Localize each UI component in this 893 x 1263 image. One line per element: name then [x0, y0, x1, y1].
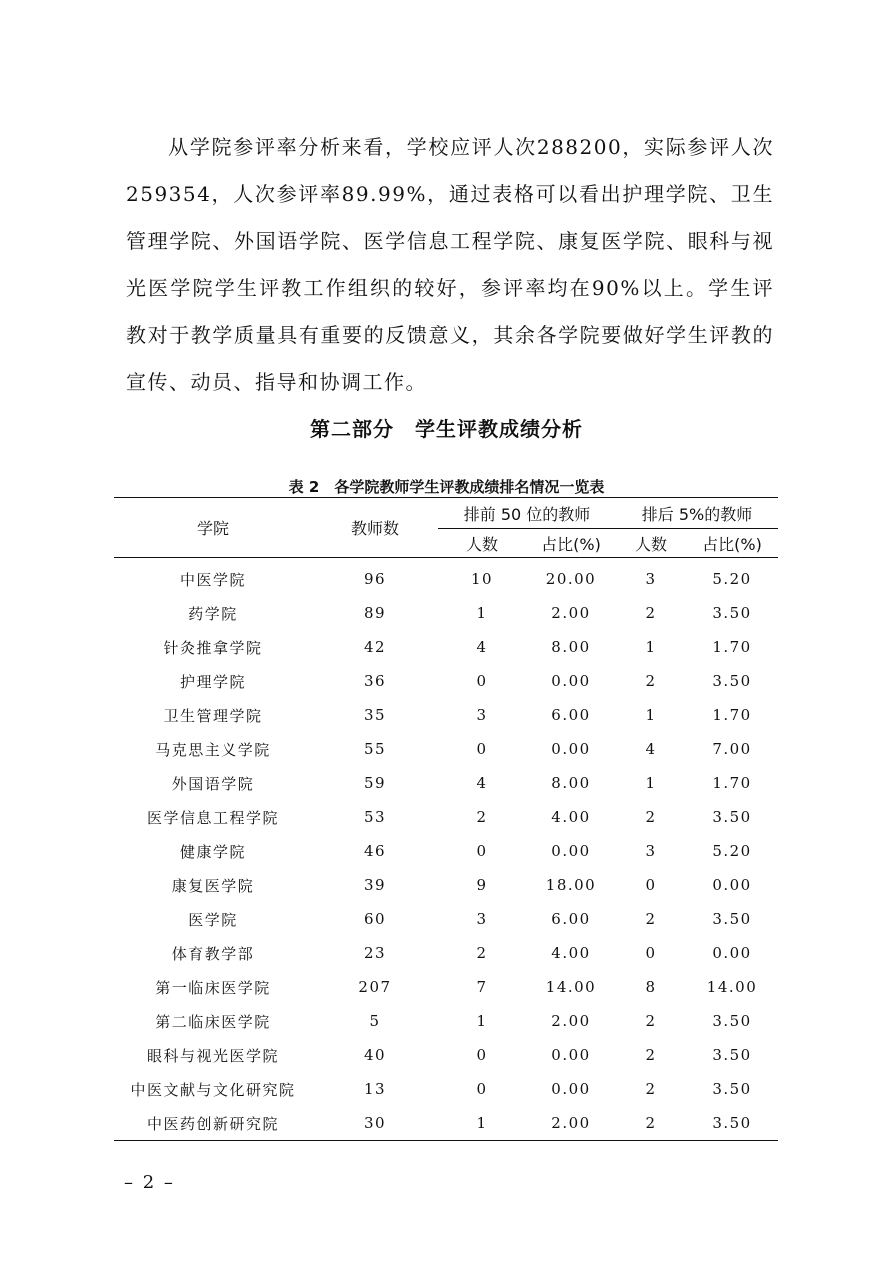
cell-top50-count: 3: [476, 910, 488, 928]
cell-top50-ratio: 4.00: [551, 808, 591, 826]
cell-bottom5-ratio: 3.50: [712, 604, 752, 622]
cell-top50-count: 2: [476, 944, 488, 962]
cell-teacher-count: 36: [363, 672, 387, 690]
table-row: [114, 664, 778, 698]
cell-teacher-count: 89: [363, 604, 387, 622]
cell-teacher-count: 40: [363, 1046, 387, 1064]
header-top50-count: 人数: [438, 529, 526, 558]
cell-top50-ratio: 6.00: [551, 706, 591, 724]
table-row: [114, 732, 778, 766]
cell-top50-ratio: 0.00: [551, 1046, 591, 1064]
cell-bottom5-count: 2: [616, 1106, 686, 1141]
cell-college: 医学信息工程学院: [146, 808, 279, 827]
cell-top50-count: 4: [476, 638, 488, 656]
table-row: [114, 1038, 778, 1072]
cell-top50-count: 0: [476, 1080, 488, 1098]
cell-bottom5-count: 2: [645, 672, 657, 690]
cell-top50-count: 1: [476, 1012, 488, 1030]
cell-teacher-count: 35: [363, 706, 387, 724]
cell-college: 马克思主义学院: [155, 740, 271, 759]
cell-college: 外国语学院: [171, 774, 255, 793]
cell-bottom5-ratio: 1.70: [712, 774, 752, 792]
cell-bottom5-ratio: 3.50: [712, 1012, 752, 1030]
cell-college: 医学院: [188, 910, 238, 929]
cell-bottom5-ratio: 3.50: [712, 672, 752, 690]
cell-top50-ratio: 0.00: [551, 672, 591, 690]
cell-teacher-count: 55: [363, 740, 387, 758]
cell-bottom5-count: 2: [645, 910, 657, 928]
cell-bottom5-ratio: 3.50: [712, 1046, 752, 1064]
cell-bottom5-ratio: 0.00: [712, 876, 752, 894]
cell-college: 中医药创新研究院: [114, 1106, 312, 1141]
header-bottom5-count: 人数: [616, 529, 686, 558]
cell-top50-ratio: 0.00: [551, 740, 591, 758]
cell-bottom5-ratio: 14.00: [706, 978, 758, 996]
cell-top50-ratio: 4.00: [551, 944, 591, 962]
cell-college: 第二临床医学院: [155, 1012, 271, 1031]
cell-top50-count: 0: [476, 1046, 488, 1064]
analysis-paragraph: [126, 124, 774, 406]
cell-top50-ratio: 8.00: [551, 638, 591, 656]
cell-teacher-count: 96: [363, 570, 387, 588]
header-teacher-count: 教师数: [312, 498, 438, 558]
cell-teacher-count: 207: [358, 978, 392, 996]
cell-top50-count: 0: [476, 740, 488, 758]
table-row: [114, 936, 778, 970]
cell-bottom5-ratio: 7.00: [712, 740, 752, 758]
header-top50-ratio: 占比(%): [526, 529, 616, 558]
cell-top50-count: 1: [438, 1106, 526, 1141]
cell-top50-count: 7: [476, 978, 488, 996]
cell-top50-ratio: 2.00: [526, 1106, 616, 1141]
cell-bottom5-count: 4: [645, 740, 657, 758]
table-row: [114, 1072, 778, 1106]
cell-bottom5-ratio: 3.50: [712, 808, 752, 826]
table-row: [114, 834, 778, 868]
cell-bottom5-count: 1: [645, 706, 657, 724]
cell-bottom5-ratio: 3.50: [686, 1106, 778, 1141]
cell-top50-ratio: 0.00: [551, 842, 591, 860]
cell-top50-count: 2: [476, 808, 488, 826]
cell-bottom5-count: 2: [645, 1080, 657, 1098]
cell-college: 眼科与视光医学院: [146, 1046, 279, 1065]
cell-college: 护理学院: [179, 672, 246, 691]
cell-top50-ratio: 6.00: [551, 910, 591, 928]
cell-college: 第一临床医学院: [155, 978, 271, 997]
cell-top50-count: 4: [476, 774, 488, 792]
cell-top50-ratio: 14.00: [545, 978, 597, 996]
cell-college: 中医学院: [179, 570, 246, 589]
header-college: 学院: [114, 498, 312, 558]
cell-bottom5-ratio: 3.50: [712, 910, 752, 928]
cell-teacher-count: 30: [312, 1106, 438, 1141]
cell-bottom5-ratio: 3.50: [712, 1080, 752, 1098]
page-number: – 2 –: [124, 1172, 175, 1193]
cell-bottom5-count: 0: [645, 944, 657, 962]
cell-bottom5-count: 8: [645, 978, 657, 996]
cell-college: 康复医学院: [171, 876, 255, 895]
table-row: [114, 1004, 778, 1038]
cell-teacher-count: 5: [369, 1012, 381, 1030]
table-row: [114, 630, 778, 664]
cell-bottom5-ratio: 5.20: [712, 842, 752, 860]
cell-college: 卫生管理学院: [163, 706, 263, 725]
table-row: [114, 800, 778, 834]
cell-top50-count: 0: [476, 672, 488, 690]
cell-bottom5-count: 2: [645, 604, 657, 622]
table-row: [114, 868, 778, 902]
cell-teacher-count: 23: [363, 944, 387, 962]
table-row: [114, 1106, 778, 1141]
ranking-table: [114, 497, 778, 1141]
cell-teacher-count: 39: [363, 876, 387, 894]
cell-college: 体育教学部: [171, 944, 255, 963]
cell-top50-count: 10: [470, 570, 494, 588]
cell-bottom5-count: 3: [645, 842, 657, 860]
table-row: [114, 558, 778, 597]
cell-top50-count: 1: [476, 604, 488, 622]
cell-college: 中医文献与文化研究院: [130, 1080, 296, 1099]
cell-top50-ratio: 0.00: [551, 1080, 591, 1098]
cell-bottom5-count: 2: [645, 808, 657, 826]
table-row: [114, 902, 778, 936]
cell-bottom5-count: 2: [645, 1012, 657, 1030]
cell-bottom5-count: 2: [645, 1046, 657, 1064]
section-title: 第二部分 学生评教成绩分析: [310, 417, 583, 441]
cell-top50-ratio: 8.00: [551, 774, 591, 792]
table-header: [114, 498, 778, 558]
cell-college: 针灸推拿学院: [163, 638, 263, 657]
table-body: [114, 558, 778, 1141]
header-bottom5-ratio: 占比(%): [686, 529, 778, 558]
cell-top50-count: 9: [476, 876, 488, 894]
cell-bottom5-count: 0: [645, 876, 657, 894]
cell-college: 健康学院: [179, 842, 246, 861]
header-bottom5-group: 排后 5%的教师: [616, 498, 778, 529]
cell-bottom5-count: 1: [645, 638, 657, 656]
cell-teacher-count: 59: [363, 774, 387, 792]
analysis-paragraph-text: 从学院参评率分析来看，学校应评人次288200，实际参评人次259354，人次参评率89.99%，通过表格可以看出护理学院、卫生管理学院、外国语学院、医学信息工程学院、康复医学院、眼科与视光医学院学生评教工作组织的较好，参评率均在90%以上。学生评教对于教学质量具有重要的反馈意义，其余各学院要做好学生评教的宣传、动员、指导和协调工作。: [126, 135, 774, 394]
cell-teacher-count: 60: [363, 910, 387, 928]
cell-top50-count: 0: [476, 842, 488, 860]
cell-teacher-count: 53: [363, 808, 387, 826]
table-row: [114, 970, 778, 1004]
cell-bottom5-count: 1: [645, 774, 657, 792]
cell-bottom5-ratio: 5.20: [712, 570, 752, 588]
cell-top50-ratio: 2.00: [551, 1012, 591, 1030]
table-row: [114, 698, 778, 732]
cell-teacher-count: 46: [363, 842, 387, 860]
table-row: [114, 766, 778, 800]
cell-college: 药学院: [188, 604, 238, 623]
cell-top50-ratio: 18.00: [545, 876, 597, 894]
cell-top50-ratio: 20.00: [545, 570, 597, 588]
header-top50-group: 排前 50 位的教师: [438, 498, 616, 529]
cell-teacher-count: 13: [363, 1080, 387, 1098]
table-row: [114, 596, 778, 630]
cell-top50-ratio: 2.00: [551, 604, 591, 622]
cell-bottom5-ratio: 1.70: [712, 706, 752, 724]
cell-teacher-count: 42: [363, 638, 387, 656]
cell-bottom5-ratio: 1.70: [712, 638, 752, 656]
cell-bottom5-ratio: 0.00: [712, 944, 752, 962]
cell-top50-count: 3: [476, 706, 488, 724]
table-caption: 表 2 各学院教师学生评教成绩排名情况一览表: [288, 478, 605, 496]
cell-bottom5-count: 3: [645, 570, 657, 588]
